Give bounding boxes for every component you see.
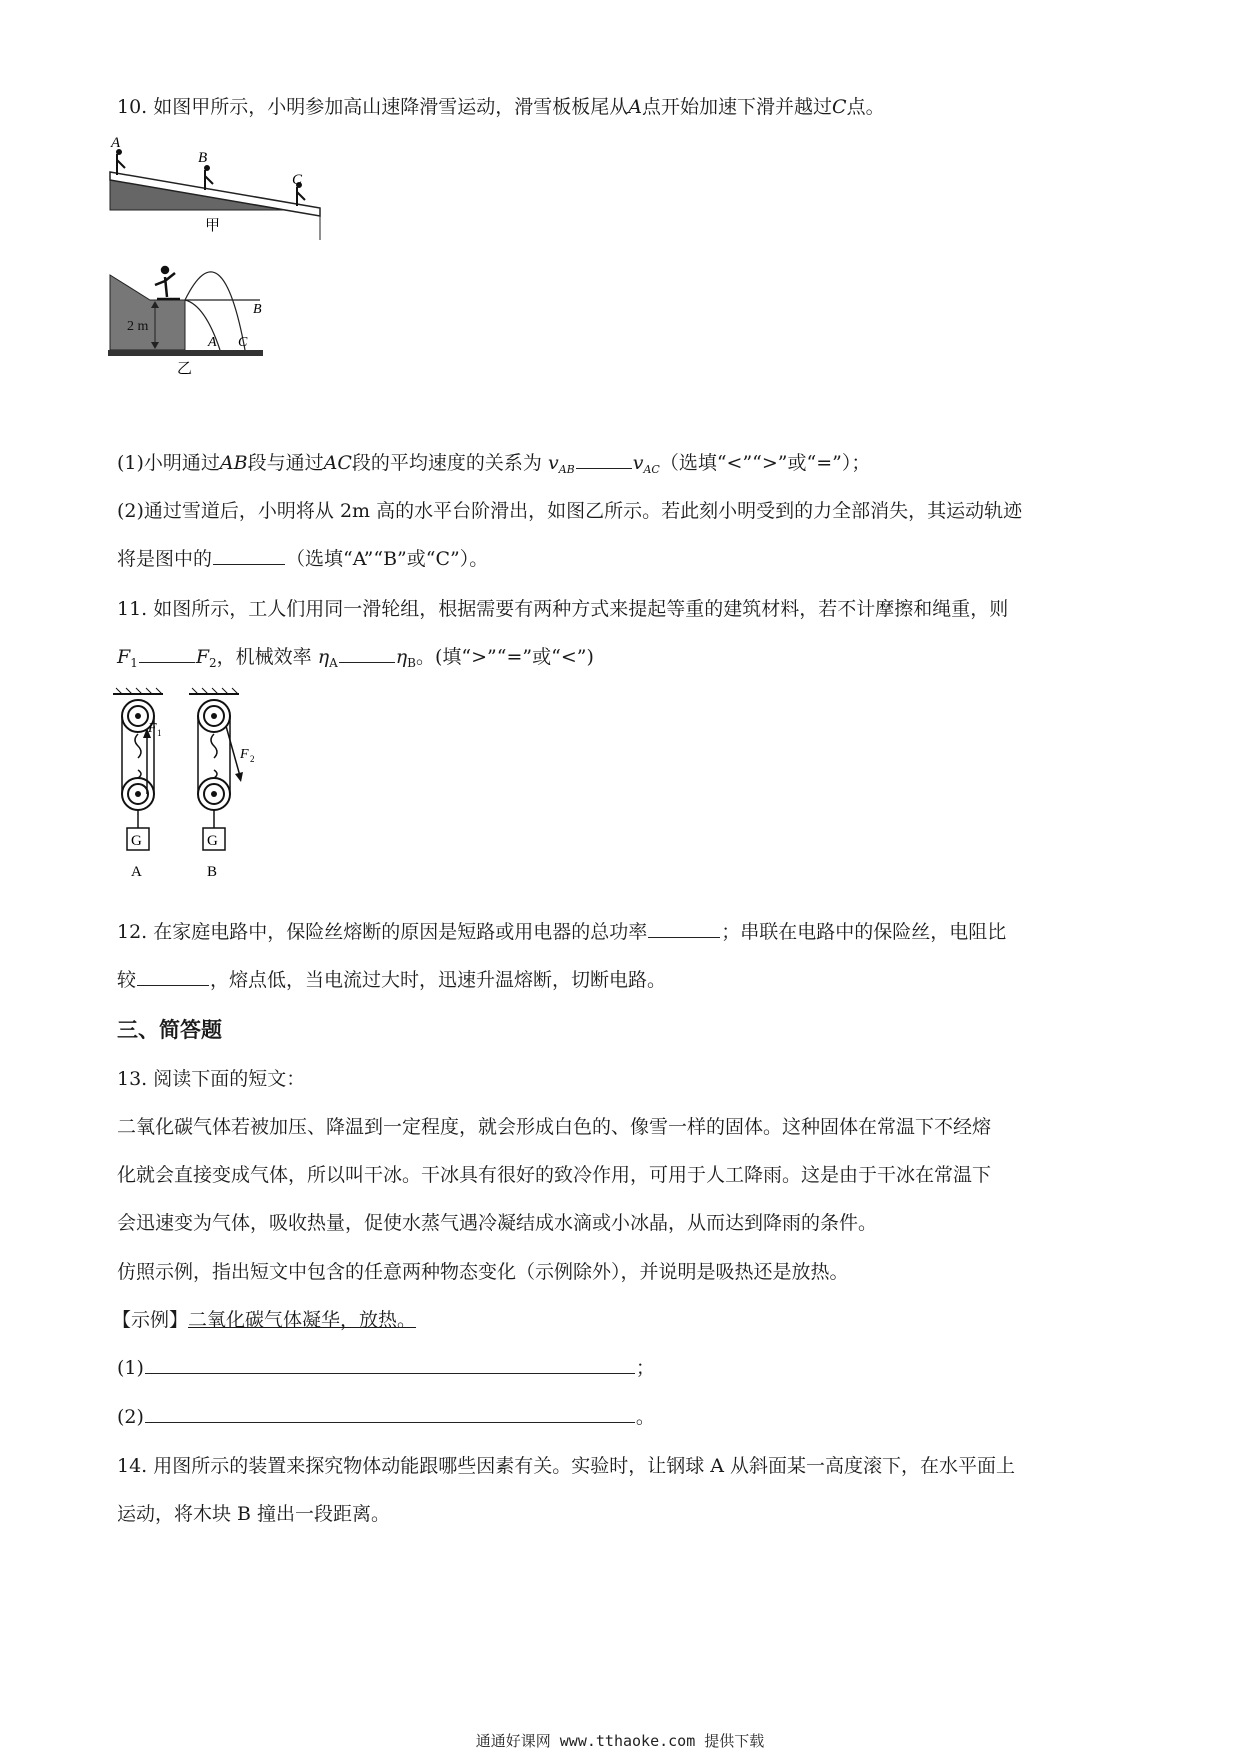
q12-line1: 12. 在家庭电路中，保险丝熔断的原因是短路或用电器的总功率 ；串联在电路中的保险丝，电阻比: [117, 921, 1007, 943]
jumper-icon: [155, 267, 180, 299]
q10-blank-2[interactable]: [213, 546, 285, 565]
fig-jia-caption: 甲: [205, 218, 221, 234]
q13-para-line-2: 化就会直接变成气体，所以叫干冰。干冰具有很好的致冷作用，可用于人工降雨。这是由于干冰在常温下: [117, 1164, 992, 1186]
fig-jia-label-c: C: [292, 172, 303, 188]
figure-yi-jump: [105, 255, 275, 380]
figure-jia-slope: [105, 130, 335, 245]
section-3-heading: 三、简答题: [117, 1018, 222, 1042]
skier-a-icon: [117, 150, 125, 175]
skier-b-icon: [205, 166, 213, 190]
figure-pulley-systems: [108, 686, 288, 896]
fig-pulley-a-f-label: F: [148, 721, 157, 736]
fig-pulley-b-f-label: F: [240, 747, 249, 762]
q11-blank-1[interactable]: [139, 644, 195, 663]
q13-intro: 13. 阅读下面的短文：: [117, 1068, 306, 1090]
q10-part2-line1: (2)通过雪道后，小明将从 2m 高的水平台阶滑出，如图乙所示。若此刻小明受到的力全部消失，其运动轨迹: [117, 500, 1023, 522]
q13-para-line-3: 会迅速变为气体，吸收热量，促使水蒸气遇冷凝结成水滴或小冰晶，从而达到降雨的条件。: [117, 1212, 878, 1234]
q13-answer-1-blank[interactable]: [145, 1355, 635, 1374]
q14-line1: 14. 用图所示的装置来探究物体动能跟哪些因素有关。实验时，让钢球 A 从斜面某一高度滚下，在水平面上: [117, 1455, 1016, 1477]
q14-line2: 运动，将木块 B 撞出一段距离。: [117, 1503, 391, 1525]
page-footer: 通通好课网 www.tthaoke.com 提供下载: [475, 1732, 765, 1750]
pulley-system-a: [113, 688, 163, 880]
fig-pulley-b-f-sub: 2: [250, 754, 255, 764]
fig-yi-label-a: A: [208, 335, 217, 350]
fig-jia-label-b: B: [198, 150, 208, 166]
q10-part1: (1)小明通过AB段与通过AC段的平均速度的关系为 $v_{AB}$ $v_{AC}$（选填“<”“>”或“=”）；: [117, 452, 871, 476]
q12-line2: 较 ，熔点低，当电流过大时，迅速升温熔断，切断电路。: [117, 969, 667, 991]
q11-line1: 11. 如图所示，工人们用同一滑轮组，根据需要有两种方式来提起等重的建筑材料，若不计摩擦和绳重，则: [117, 598, 1009, 620]
q10-stem: 10. 如图甲所示，小明参加高山速降滑雪运动，滑雪板板尾从A点开始加速下滑并越过C点。: [117, 96, 885, 118]
fig-jia-label-a: A: [111, 135, 121, 151]
fig-yi-label-b: B: [253, 302, 262, 317]
q13-para-line-1: 二氧化碳气体若被加压、降温到一定程度，就会形成白色的、像雪一样的固体。这种固体在常温下不经熔: [117, 1116, 992, 1138]
fig-yi-height-label: 2 m: [127, 319, 149, 334]
fig-yi-label-c: C: [238, 335, 248, 350]
fig-pulley-b-label: B: [207, 864, 218, 880]
q13-example: 【示例】二氧化碳气体凝华，放热。: [112, 1309, 417, 1331]
q11-blank-2[interactable]: [339, 644, 395, 663]
fig-yi-caption: 乙: [177, 361, 193, 377]
q13-answer-2-blank[interactable]: [145, 1404, 635, 1423]
fig-pulley-a-label: A: [131, 864, 142, 880]
q13-instruction: 仿照示例，指出短文中包含的任意两种物态变化（示例除外），并说明是吸热还是放热。: [117, 1261, 849, 1283]
fig-pulley-a-g-label: G: [131, 833, 142, 849]
fig-pulley-a-f-sub: 1: [157, 728, 162, 738]
q13-answer-2: (2) 。: [117, 1406, 655, 1428]
q12-blank-1[interactable]: [648, 919, 720, 938]
q11-line2: $F_1$ $F_2$，机械效率 $\eta_A$ $\eta_B$。(填“>”“=”或“<”): [117, 646, 594, 670]
fig-pulley-b-g-label: G: [207, 833, 218, 849]
pulley-system-b: [189, 688, 255, 880]
q10-blank-1[interactable]: [576, 450, 632, 469]
q13-answer-1: (1) ；: [117, 1357, 655, 1379]
q12-blank-2[interactable]: [137, 967, 209, 986]
q10-part2-line2: 将是图中的 （选填“A”“B”或“C”）。: [117, 548, 489, 570]
